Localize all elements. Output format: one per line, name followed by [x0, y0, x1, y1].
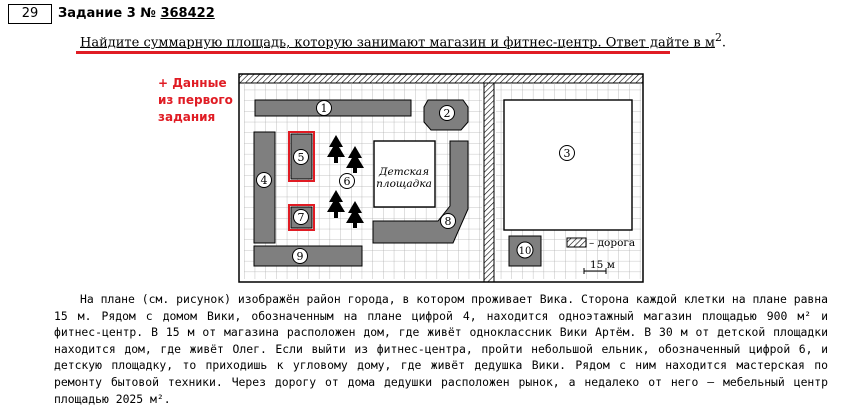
- scale-label: 15 м: [590, 259, 615, 271]
- task-number: 29: [8, 4, 52, 24]
- playground-label-1: Детская: [378, 166, 430, 178]
- road-legend-swatch: [567, 238, 586, 247]
- problem-text: На плане (см. рисунок) изображён район города, в котором проживает Вика. Сторона каждой клетки на плане равна 15 м. Рядом с домом Вики, обозначенным на плане цифрой 4, находится одноэтажный магазин площадью 900 м² и фитнес-центр. В 15 м от магазина расположен дом, где живёт одноклассник Вики Артём. В 30 м от детской площадки находится дом, где живёт Олег. Если выйти из фитнес-центра, пройти небольшой ельник, обозначенный цифрой 6, и детскую площадку, то приходишь к угловому дому, где живёт дедушка Вики. Рядом с ним находится мастерская по ремонту бытовой техники. Через дорогу от дома дедушки расположен рынок, а недалеко от него – мебельный центр площадью 2025 м².: [54, 292, 828, 406]
- task-title: [58, 6, 215, 21]
- task-title-prefix: Задание 3 №: [58, 6, 156, 21]
- road-legend-label: – дорога: [589, 237, 636, 249]
- building-9-label: 9: [296, 250, 304, 263]
- building-5-label: 5: [297, 151, 305, 164]
- building-3: [504, 100, 632, 230]
- question-text: Найдите суммарную площадь, которую занимают магазин и фитнес-центр. Ответ дайте в м: [80, 35, 715, 51]
- question: [80, 31, 726, 50]
- note-line-3: задания: [158, 110, 216, 124]
- task-id-link[interactable]: 368422: [160, 6, 215, 21]
- road-vertical: [484, 83, 494, 282]
- red-underline: [76, 51, 670, 54]
- building-10-label: 10: [518, 246, 532, 257]
- road-top: [239, 74, 643, 83]
- building-8-label: 8: [444, 215, 452, 228]
- question-sup: 2: [714, 31, 722, 44]
- building-2-label: 2: [443, 107, 451, 120]
- note-line-1: + Данные: [158, 76, 227, 90]
- building-1-label: 1: [320, 102, 328, 115]
- note-line-2: из первого: [158, 93, 233, 107]
- area-6-label: 6: [343, 175, 351, 188]
- note: [158, 75, 238, 126]
- building-3-label: 3: [563, 147, 571, 160]
- question-end: .: [721, 35, 726, 51]
- district-plan: [238, 73, 644, 283]
- building-7-label: 7: [297, 211, 305, 224]
- playground-label-2: площадка: [376, 178, 432, 190]
- building-4-label: 4: [260, 174, 268, 187]
- building-1: [255, 100, 411, 116]
